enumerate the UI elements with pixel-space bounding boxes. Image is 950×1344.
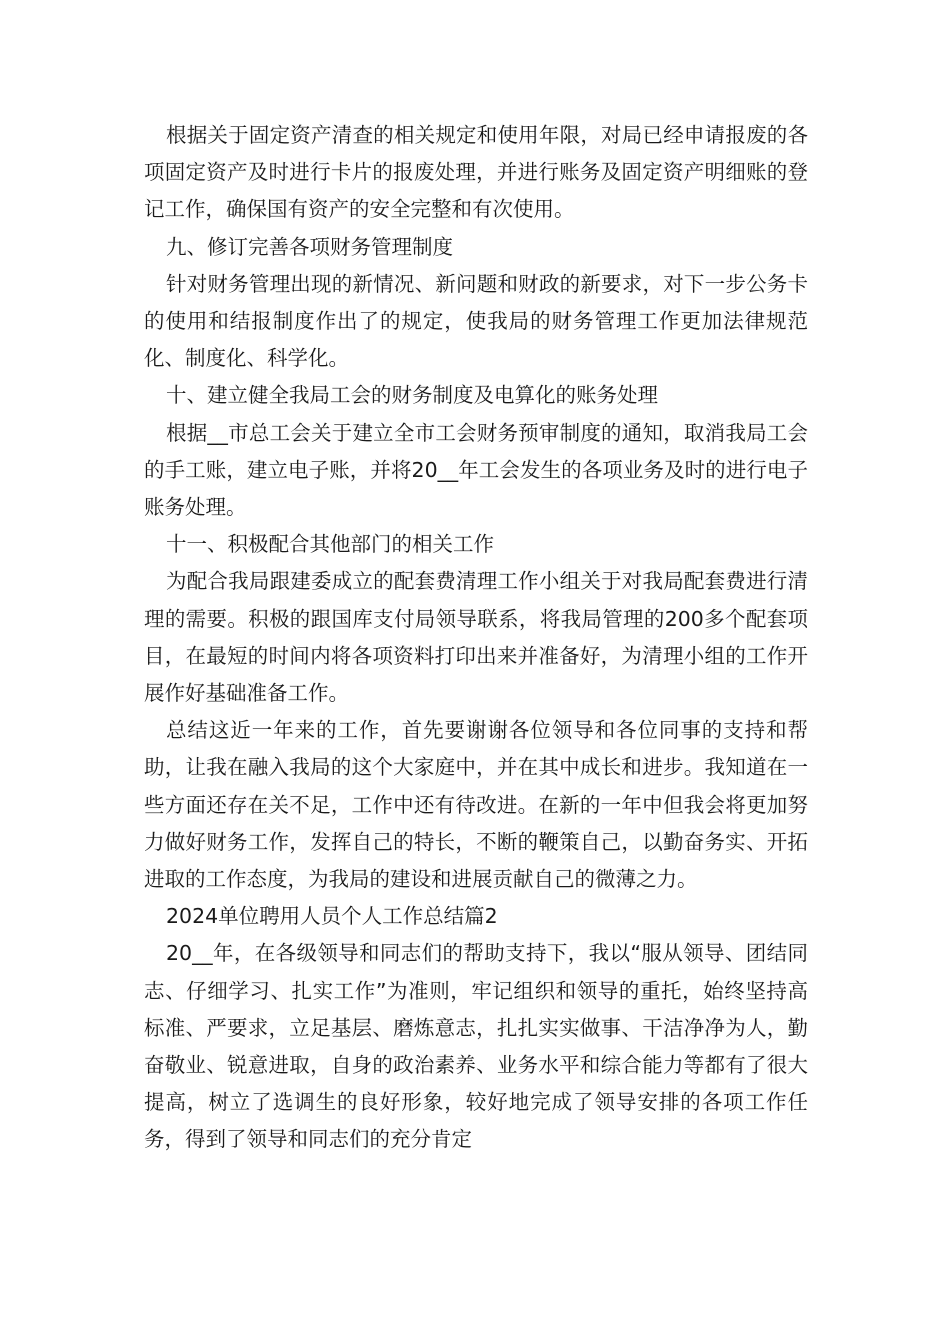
paragraph-union-accounts: 根据__市总工会关于建立全市工会财务预审制度的通知，取消我局工会的手工账，建立电子账，并将20__年工会发生的各项业务及时的进行电子账务处理。 — [144, 420, 808, 520]
paragraph-cooperation: 为配合我局跟建委成立的配套费清理工作小组关于对我局配套费进行清理的需要。积极的跟国库支付局领导联系，将我局管理的200多个配套项目，在最短的时间内将各项资料打印出来并准备好，为清理小组的工作开展作好基础准备工作。 — [144, 569, 808, 706]
heading-section-10: 十、建立健全我局工会的财务制度及电算化的账务处理 — [166, 383, 658, 408]
document-body — [144, 117, 808, 1159]
paragraph-asset-disposal: 根据关于固定资产清查的相关规定和使用年限，对局已经申请报废的各项固定资产及时进行卡片的报废处理，并进行账务及固定资产明细账的登记工作，确保国有资产的安全完整和有次使用。 — [144, 123, 808, 222]
heading-section-9: 九、修订完善各项财务管理制度 — [166, 234, 453, 259]
paragraph-article-2-intro: 20__年，在各级领导和同志们的帮助支持下，我以“服从领导、团结同志、仔细学习、扎实工作”为准则，牢记组织和领导的重托，始终坚持高标准、严要求，立足基层、磨炼意志，扎扎实实做事、干洁净净为人，勤奋敬业、锐意进取，自身的政治素养、业务水平和综合能力等都有了很大提高，树立了选调生的良好形象，较好地完成了领导安排的各项工作任务，得到了领导和同志们的充分肯定 — [144, 941, 808, 1152]
paragraph-summary: 总结这近一年来的工作，首先要谢谢各位领导和各位同事的支持和帮助，让我在融入我局的这个大家庭中，并在其中成长和进步。我知道在一些方面还存在关不足，工作中还有待改进。在新的一年中但我会将更加努力做好财务工作，发挥自己的特长，不断的鞭策自己，以勤奋务实、开拓进取的工作态度，为我局的建设和进展贡献自己的微薄之力。 — [144, 718, 808, 892]
heading-section-11: 十一、积极配合其他部门的相关工作 — [166, 532, 494, 557]
heading-article-2: 2024单位聘用人员个人工作总结篇2 — [166, 904, 498, 929]
paragraph-financial-rules: 针对财务管理出现的新情况、新问题和财政的新要求，对下一步公务卡的使用和结报制度作出了的规定，使我局的财务管理工作更加法律规范化、制度化、科学化。 — [144, 271, 808, 371]
